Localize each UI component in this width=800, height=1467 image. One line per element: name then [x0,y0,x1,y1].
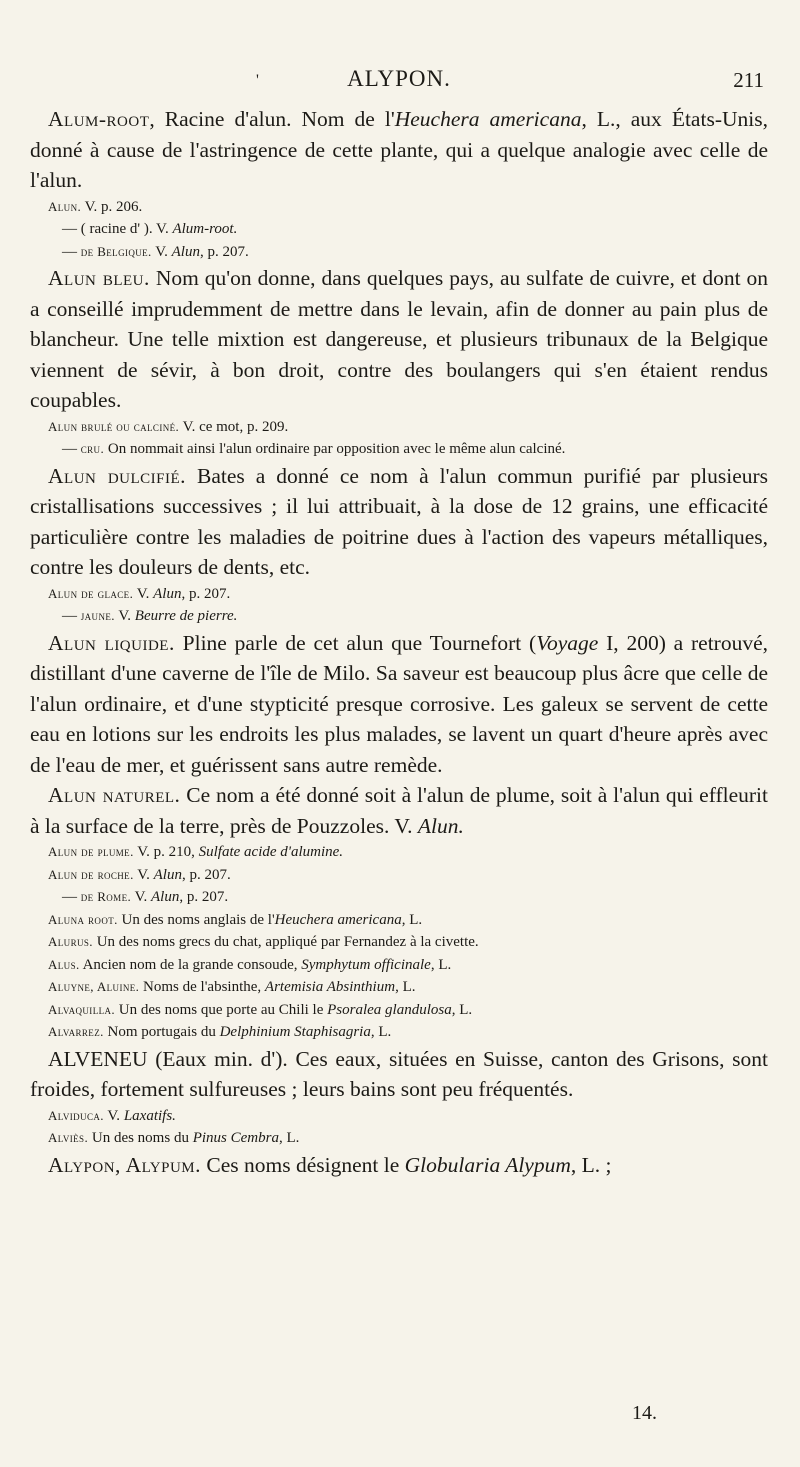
entry-alun-glace: Alun de glace. V. Alun, p. 207. [48,585,231,602]
entry-alun-naturel: Alun naturel. Ce nom a été donné soit à l'alun de plume, soit à l'alun qui effleurit à la surface de la terre, près de Pouzzoles. V. Alun. [30,783,769,838]
entry-alurus: Alurus. Un des noms grecs du chat, appliqué par Fernandez à la civette. [48,934,479,950]
dictionary-body [30,104,768,1180]
entry-alun-racine: — ( racine d' ). V. Alum-root. [62,221,238,237]
entry-aluna-root: Aluna root. Un des noms anglais de l'Heuchera americana, L. [48,911,423,928]
entry-aluyne: Aluyne, Aluine. Noms de l'absinthe, Artemisia Absinthium, L. [48,979,416,995]
entry-alvies: Alviès. Un des noms du Pinus Cembra, L. [48,1130,300,1146]
entry-alus: Alus. Ancien nom de la grande consoude, Symphytum officinale, L. [48,956,452,973]
entry-alun-brule: Alun brulé ou calciné. V. ce mot, p. 209. [48,418,289,435]
entry-alum-root: Alum-root, Racine d'alun. Nom de l'Heuchera americana, L., aux États-Unis, donné à cause de l'astringence de cette plante, qui a quelque analogie avec celle de l'alun. [30,107,768,192]
entry-alun-dulcifie: Alun dulcifié. Bates a donné ce nom à l'alun commun purifié par plusieurs cristallisations successives ; il lui attribuait, à la dose de 12 grains, une efficacité particulière contre les maladies de poitrine dues à l'action des vapeurs métalliques, contre les douleurs de dents, etc. [30,463,769,579]
signature-mark: 14. [632,1402,657,1424]
entry-alypon: Alypon, Alypum. Ces noms désignent le Globularia Alypum, L. ; [48,1152,612,1177]
entry-alveneu: ALVENEU (Eaux min. d'). Ces eaux, situées en Suisse, canton des Grisons, sont froides, fortement sulfureuses ; leurs bains sont peu fréquentés. [30,1046,769,1101]
running-header [30,62,768,102]
entry-alun-cru: — cru. On nommait ainsi l'alun ordinaire par opposition avec le même alun calciné. [62,441,566,457]
entry-alun-jaune: — jaune. V. Beurre de pierre. [62,608,238,624]
entry-alun-liquide: Alun liquide. Pline parle de cet alun que Tournefort (Voyage I, 200) a retrouvé, distillant d'une caverne de l'île de Milo. Sa saveur est beaucoup plus âcre que celle de l'alun ordinaire, et d'une stypticité presque corrosive. Les galeux se servent de cette eau en lotions sur les endroits les plus malades, se lavent un quart d'heure après avec de l'eau de mer, et guérissent sans autre remède. [30,630,768,777]
running-title: ALYPON. [347,66,451,91]
header-mark: ' [256,72,259,89]
entry-alun-rome: — de Rome. V. Alun, p. 207. [62,889,229,905]
entry-alun-roche: Alun de roche. V. Alun, p. 207. [48,866,231,883]
entry-alun: Alun. V. p. 206. [48,198,143,215]
page-number: 211 [733,68,764,92]
entry-alun-bleu: Alun bleu. Nom qu'on donne, dans quelques pays, au sulfate de cuivre, et dont on a conseillé imprudemment de mettre dans le levain, afin de donner au pain plus de blancheur. Une telle mixtion est dangereuse, et plusieurs tribunaux de la Belgique viennent de sévir, à bon droit, contre des boulangers qui s'en étaient rendus coupables. [30,266,768,412]
entry-alvarrez: Alvarrez. Nom portugais du Delphinium Staphisagria, L. [48,1024,392,1040]
entry-alun-plume: Alun de plume. V. p. 210, Sulfate acide d'alumine. [48,844,344,860]
entry-alun-belgique: — de Belgique. V. Alun, p. 207. [62,243,249,260]
entry-alvaquilla: Alvaquilla. Un des noms que porte au Chili le Psoralea glandulosa, L. [48,1001,473,1018]
entry-alviduca: Alviduca. V. Laxatifs. [48,1107,176,1124]
page [30,62,768,1180]
